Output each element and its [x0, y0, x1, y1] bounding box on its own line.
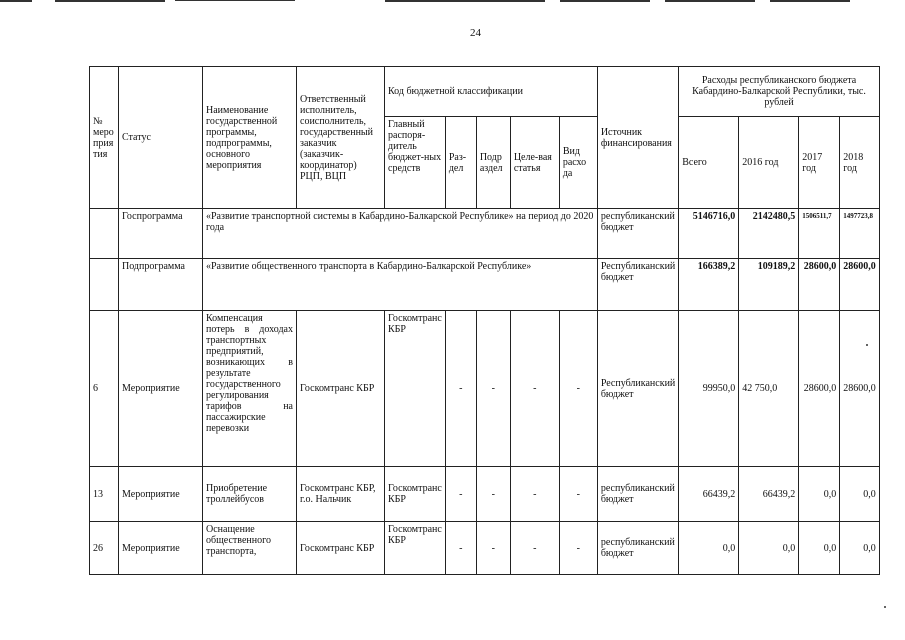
- row-name: Компенсация потерь в доходах транспортных предприятий, возникающих в результате государственного регулирования тарифов на пассажирские перевозки: [203, 311, 297, 467]
- header-budget-class: Код бюджетной классификации: [385, 67, 598, 117]
- row-expense-type: -: [559, 522, 597, 575]
- row-2017: 0,0: [799, 467, 840, 522]
- row-2017: 28600,0: [799, 311, 840, 467]
- row-2016: 2142480,5: [739, 209, 799, 259]
- header-2017: 2017 год: [799, 117, 840, 209]
- row-2016: 109189,2: [739, 259, 799, 311]
- row-executor: Госкомтранс КБР, г.о. Нальчик: [297, 467, 385, 522]
- row-total: 0,0: [679, 522, 739, 575]
- row-subsection: -: [476, 311, 510, 467]
- row-num: 26: [90, 522, 119, 575]
- scan-dot: [884, 606, 886, 608]
- header-subsection: Подр аздел: [476, 117, 510, 209]
- row-name: «Развитие общественного транспорта в Кабардино-Балкарской Республике»: [203, 259, 598, 311]
- header-expense-type: Вид расхо да: [559, 117, 597, 209]
- scan-mark: [385, 0, 545, 2]
- row-section: -: [445, 522, 476, 575]
- row-source: республиканский бюджет: [597, 209, 678, 259]
- page-number: 24: [470, 27, 481, 39]
- row-2018: 28600,0: [840, 259, 880, 311]
- row-status: Мероприятие: [119, 467, 203, 522]
- table-row: [90, 311, 880, 467]
- row-total: 5146716,0: [679, 209, 739, 259]
- row-target-item: -: [510, 522, 559, 575]
- row-status: Мероприятие: [119, 311, 203, 467]
- row-2017: 28600,0: [799, 259, 840, 311]
- budget-table: [89, 66, 880, 575]
- row-executor: Госкомтранс КБР: [297, 522, 385, 575]
- row-target-item: -: [510, 467, 559, 522]
- row-2018: 0,0: [840, 467, 880, 522]
- row-section: -: [445, 467, 476, 522]
- row-section: -: [445, 311, 476, 467]
- row-2018: 1497723,8: [840, 209, 880, 259]
- row-main-manager: Госкомтранс КБР: [385, 467, 446, 522]
- row-total: 166389,2: [679, 259, 739, 311]
- row-2016: 66439,2: [739, 467, 799, 522]
- row-2016: 0,0: [739, 522, 799, 575]
- header-2018: 2018 год: [840, 117, 880, 209]
- row-expense-type: -: [559, 467, 597, 522]
- row-2017: 0,0: [799, 522, 840, 575]
- header-2016: 2016 год: [739, 117, 799, 209]
- header-num: № меро прия тия: [90, 67, 119, 209]
- row-target-item: -: [510, 311, 559, 467]
- row-name: Приобретение троллейбусов: [203, 467, 297, 522]
- scan-mark: [55, 0, 165, 2]
- row-2017: 1506511,7: [799, 209, 840, 259]
- row-status: Мероприятие: [119, 522, 203, 575]
- row-main-manager: Госкомтранс КБР: [385, 522, 446, 575]
- header-main-manager: Главный распоря-дитель бюджет-ных средств: [385, 117, 446, 209]
- header-executor: Ответственный исполнитель, соисполнитель, государственный заказчик (заказчик-координатор) РЦП, ВЦП: [297, 67, 385, 209]
- row-status: Госпрограмма: [119, 209, 203, 259]
- row-source: республиканский бюджет: [597, 522, 678, 575]
- header-expenses: Расходы республиканского бюджета Кабардино-Балкарской Республики, тыс. рублей: [679, 67, 880, 117]
- row-source: республиканский бюджет: [597, 467, 678, 522]
- header-name: Наименование государственной программы, подпрограммы, основного мероприятия: [203, 67, 297, 209]
- scan-mark: [175, 0, 295, 1]
- row-expense-type: -: [559, 311, 597, 467]
- row-num: [90, 259, 119, 311]
- row-num: 6: [90, 311, 119, 467]
- table-row: [90, 259, 880, 311]
- header-status: Статус: [119, 67, 203, 209]
- row-2018: 28600,0: [840, 311, 880, 467]
- scan-mark: [560, 0, 650, 2]
- row-subsection: -: [476, 522, 510, 575]
- row-num: [90, 209, 119, 259]
- header-row: [90, 67, 880, 117]
- row-status: Подпрограмма: [119, 259, 203, 311]
- table-row: [90, 467, 880, 522]
- table-row: [90, 522, 880, 575]
- row-source: Республиканский бюджет: [597, 259, 678, 311]
- row-2016: 42 750,0: [739, 311, 799, 467]
- row-name: Оснащение общественного транспорта,: [203, 522, 297, 575]
- row-num: 13: [90, 467, 119, 522]
- row-subsection: -: [476, 467, 510, 522]
- table-row: [90, 209, 880, 259]
- header-source: Источник финансирования: [597, 67, 678, 209]
- header-target-item: Целе-вая статья: [510, 117, 559, 209]
- header-section: Раз-дел: [445, 117, 476, 209]
- row-source: Республиканский бюджет: [597, 311, 678, 467]
- row-total: 99950,0: [679, 311, 739, 467]
- scan-mark: [0, 0, 32, 2]
- row-name: «Развитие транспортной системы в Кабардино-Балкарской Республике» на период до 2020 года: [203, 209, 598, 259]
- scan-mark: [665, 0, 755, 2]
- row-2018: 0,0: [840, 522, 880, 575]
- scan-mark: [770, 0, 850, 2]
- header-total: Всего: [679, 117, 739, 209]
- row-main-manager: Госкомтранс КБР: [385, 311, 446, 467]
- row-total: 66439,2: [679, 467, 739, 522]
- row-executor: Госкомтранс КБР: [297, 311, 385, 467]
